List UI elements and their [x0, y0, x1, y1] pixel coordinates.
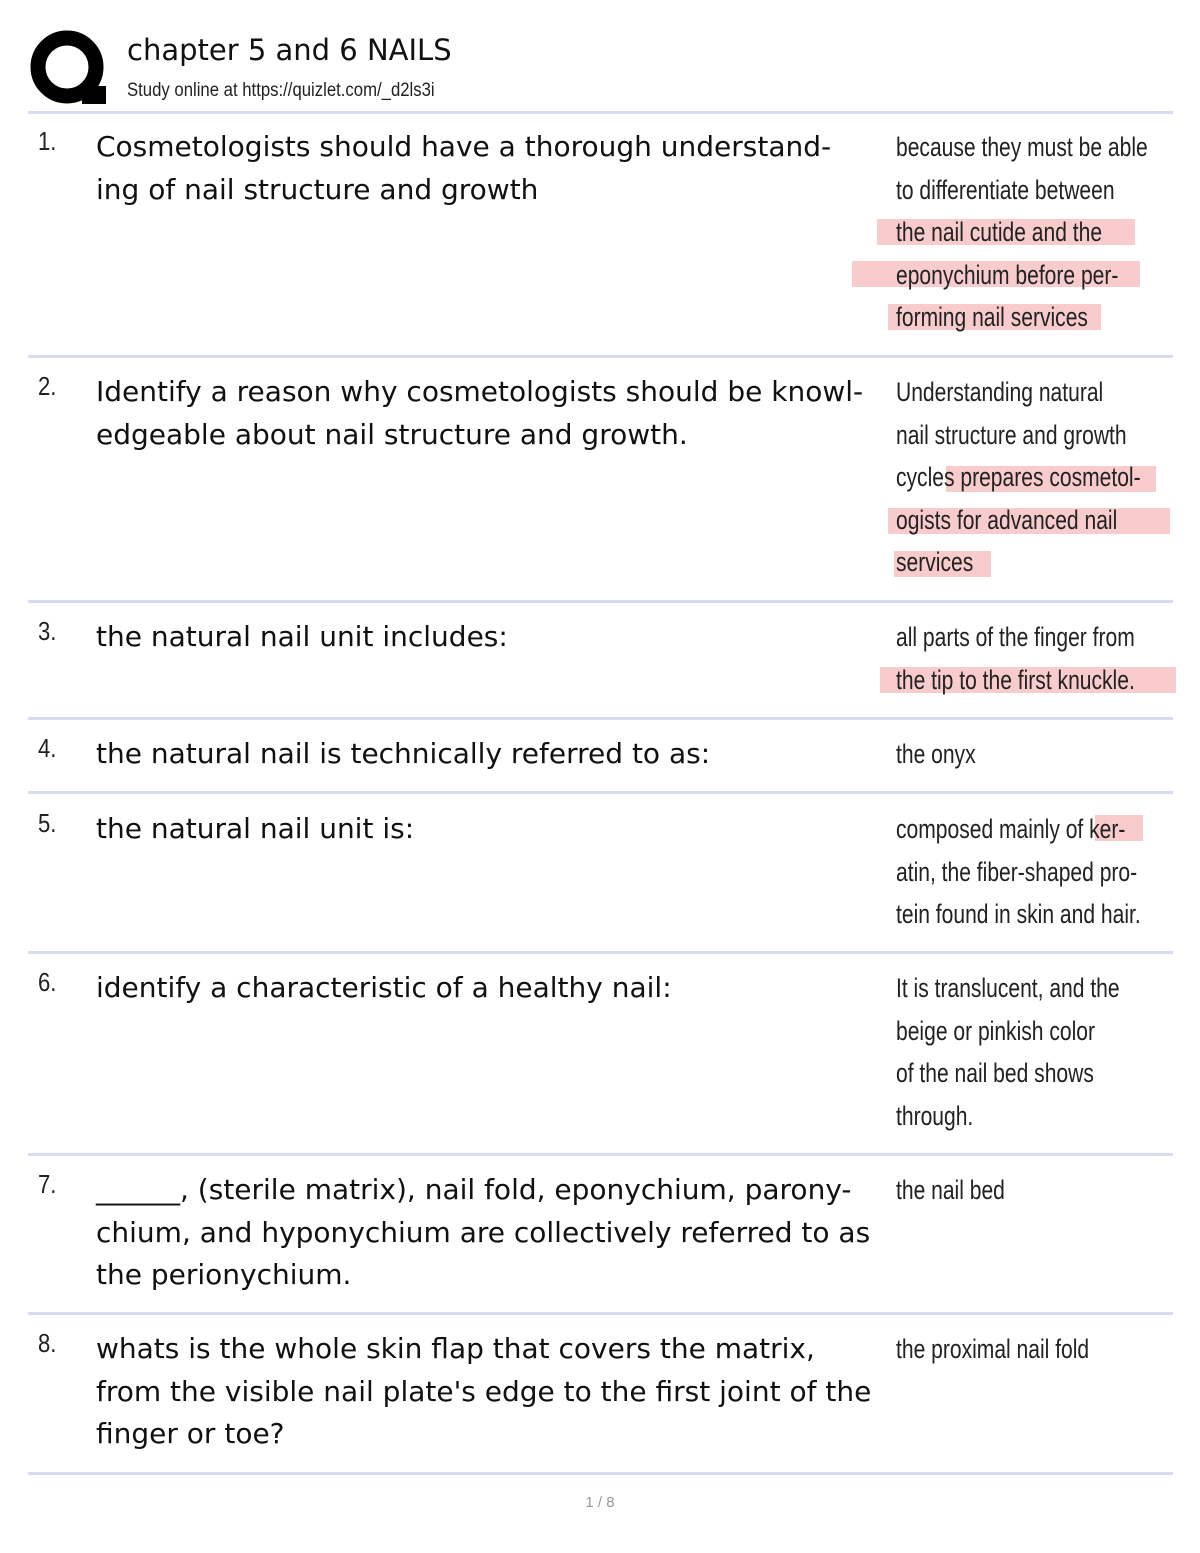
- row-divider: [28, 717, 1173, 720]
- study-online-link[interactable]: Study online at https://quizlet.com/_d2ls3i: [127, 80, 435, 101]
- card-term: Identify a reason why cosmetologists should be knowl- edgeable about nail structure and growth.: [96, 375, 864, 451]
- card-number: 4.: [38, 733, 57, 763]
- card-term: Cosmetologists should have a thorough understand- ing of nail structure and growth: [96, 130, 832, 206]
- card-term: the natural nail is technically referred to as:: [96, 737, 711, 770]
- card-number: 6.: [38, 967, 57, 997]
- row-divider: [28, 600, 1173, 603]
- card-term: identify a characteristic of a healthy nail:: [96, 971, 672, 1004]
- row-divider: [28, 1472, 1173, 1475]
- card-term: the natural nail unit includes:: [96, 620, 508, 653]
- page-indicator: 1 / 8: [585, 1494, 615, 1511]
- card-term: ______, (sterile matrix), nail fold, eponychium, parony- chium, and hyponychium are collectively referred to as the perionychium.: [96, 1173, 871, 1291]
- row-divider: [28, 791, 1173, 794]
- card-number: 7.: [38, 1169, 57, 1199]
- card-definition: the onyx: [896, 739, 976, 769]
- card-definition: Understanding natural nail structure and growth cycles prepares cosmetol- ogists for advanced nail services: [896, 377, 1141, 577]
- page-title: chapter 5 and 6 NAILS: [127, 33, 452, 67]
- card-number: 2.: [38, 371, 57, 401]
- card-definition: because they must be able to differentiate between the nail cutide and the eponychium before per- forming nail services: [896, 132, 1148, 332]
- card-term: the natural nail unit is:: [96, 812, 415, 845]
- card-definition: the nail bed: [896, 1175, 1005, 1205]
- card-definition: the proximal nail fold: [896, 1334, 1090, 1364]
- row-divider: [28, 951, 1173, 954]
- card-definition: It is translucent, and the beige or pinkish color of the nail bed shows through.: [896, 973, 1120, 1131]
- card-number: 1.: [38, 126, 57, 156]
- row-divider: [28, 1312, 1173, 1315]
- header-divider: [28, 111, 1173, 114]
- card-number: 3.: [38, 616, 57, 646]
- card-number: 8.: [38, 1328, 57, 1358]
- row-divider: [28, 1153, 1173, 1156]
- quizlet-logo-icon: [30, 30, 108, 108]
- card-number: 5.: [38, 808, 57, 838]
- card-definition: all parts of the finger from the tip to the first knuckle.: [896, 622, 1135, 695]
- row-divider: [28, 355, 1173, 358]
- card-definition: composed mainly of ker- atin, the fiber-shaped pro- tein found in skin and hair.: [896, 814, 1141, 929]
- card-term: whats is the whole skin flap that covers the matrix, from the visible nail plate's edge to the first joint of the finger or toe?: [96, 1332, 872, 1450]
